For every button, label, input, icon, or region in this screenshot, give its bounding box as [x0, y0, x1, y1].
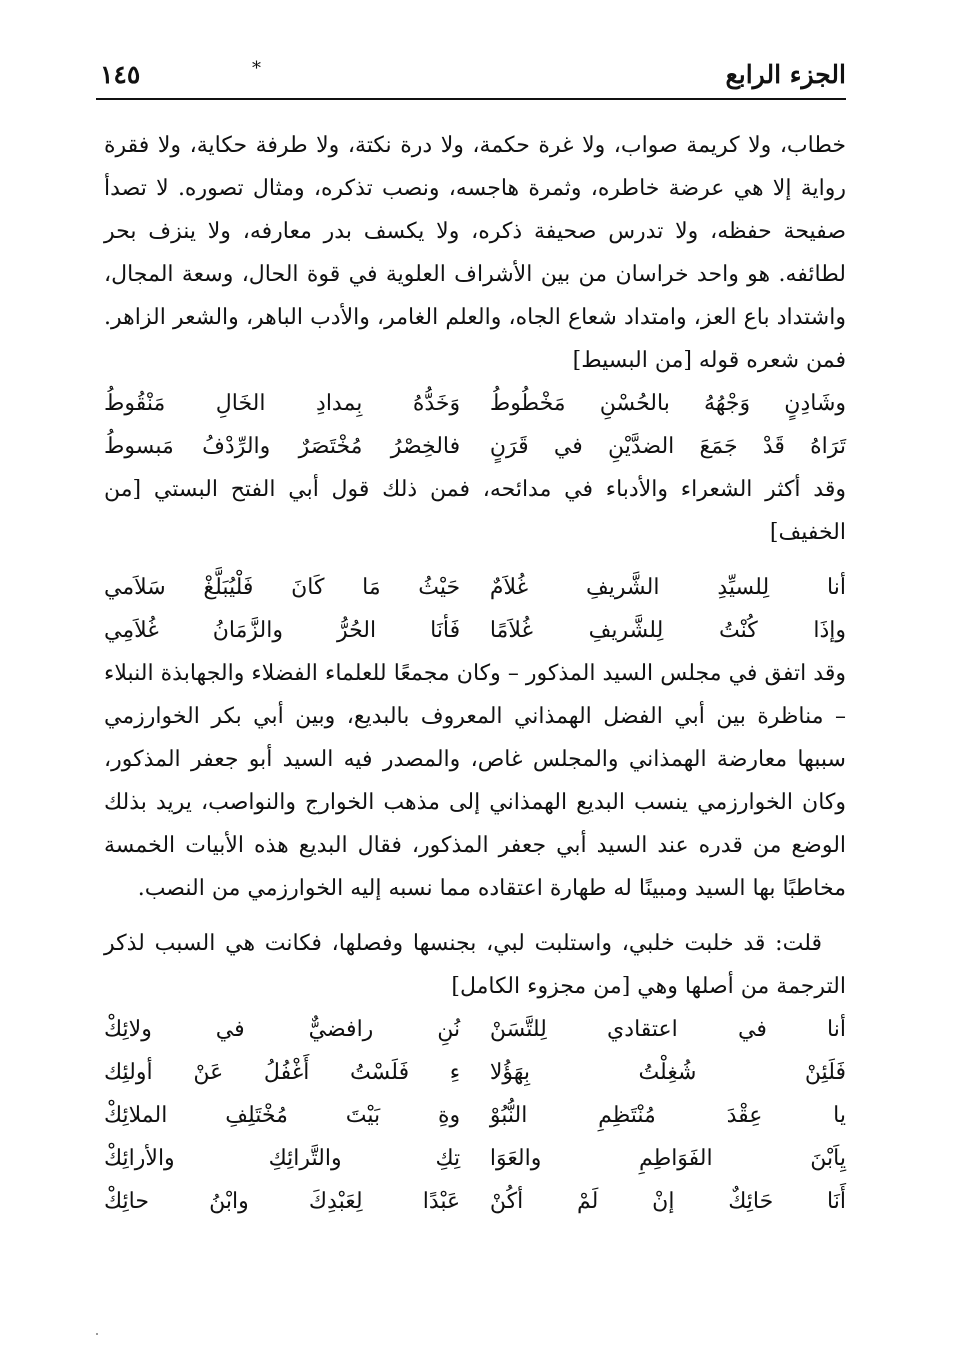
verse-right-hemistich: وإذَا كُنْتُ لِلشَّريفِ غُلاَمًا — [489, 618, 846, 643]
spacer — [104, 910, 846, 922]
verse-left-hemistich: ءِ فَلَسْتُ أَغْفُلُ عَنْ أولئِك — [104, 1060, 461, 1085]
text-line: وقد أكثر الشعراء والأدباء في مدائحه، فمن ذلك قول أبي الفتح البستي [من — [104, 477, 846, 502]
verse-left-hemistich: حَيْثُ مَا كَانَ فَلْيُبَلَّغْ سَلاَمي — [104, 575, 461, 600]
text-line: لذكر الترجمة من أصلها وهي [من مجزوء الكامل] — [104, 931, 846, 999]
verse-right-hemistich: أنا لِلسيِّدِ الشَّريفِ غُلاَمٌ — [489, 575, 846, 600]
verse — [104, 382, 846, 425]
text-line: النصب. — [137, 876, 205, 901]
verse — [104, 1008, 846, 1051]
scan-speck — [96, 1333, 98, 1335]
page-header — [96, 54, 846, 100]
verse-right-hemistich: يِاَبْنَ الفَوَاطِمِ والعَوَا — [489, 1146, 846, 1171]
text-line: فقرة رواية إلا هي عرضة خاطره، وثمرة هاجسه، ونصب تذكره، ومثال تصوره. لا — [104, 133, 846, 201]
verse-left-hemistich: فالخِصْرُ مُخْتَصَرٌ والرِّدْفُ مَبسوطُ — [104, 434, 461, 459]
paragraph-3 — [104, 652, 846, 910]
header-ornament: * — [252, 58, 261, 79]
verse — [104, 1051, 846, 1094]
verse — [104, 425, 846, 468]
text-line: يريد بذلك الوضع من قدره عند السيد أبي جعفر المذكور، فقال البديع هذه الأبيات — [104, 790, 847, 858]
verse-right-hemistich: فَلَئِنْ شُغِلْتُ بِهَؤُلا — [489, 1060, 846, 1085]
text-line: تصدأ صفيحة حفظه، ولا تدرس صحيفة ذكره، ولا يكسف بدر معارفه، ولا ينزف — [104, 176, 846, 244]
text-line: الخمسة مخاطبًا بها السيد ومبينًا له طهارة اعتقاده مما نسبه إليه الخوارزمي من — [104, 833, 846, 901]
text-line: وقد اتفق في مجلس السيد المذكور – وكان مجمعًا للعلماء الفضلاء والجهابذة — [160, 661, 846, 686]
verse-right-hemistich: يا عِقْدَ مُنْتَظِمِ النُّبُوْ — [489, 1103, 846, 1128]
header-rule — [96, 98, 846, 100]
verse-left-hemistich: عَبْدًا لِعَبْدِكَ وابْنُ حائِكْ — [104, 1189, 461, 1214]
page-number: ١٤٥ — [100, 60, 141, 89]
verse — [104, 609, 846, 652]
verse-left-hemistich: وةِ بَيْتَ مُخْتَلِفِ الملائِكْ — [104, 1103, 461, 1128]
text-line: خطاب، ولا كريمة صواب، ولا غرة حكمة، ولا درة نكتة، ولا طرفة حكاية، ولا — [157, 133, 846, 158]
verse-left-hemistich: نُنِ رافضيٌّ في ولائِكْ — [104, 1017, 461, 1042]
verse — [104, 566, 846, 609]
verse-right-hemistich: أَنَا حَائِكٌ إنْ لَمْ أكُنْ — [489, 1189, 846, 1214]
verse-right-hemistich: أنا في اعتقادي لِلتَّسَنْ — [489, 1017, 846, 1042]
verse-right-hemistich: وشَادِنٍ وَجْهُهُ بالحُسْنِ مَخْطُوطُ — [489, 391, 846, 416]
verse — [104, 1094, 846, 1137]
verse-left-hemistich: تِكِ والتَّرائِكِ والأرائِكْ — [104, 1146, 461, 1171]
text-line: النبلاء – مناظرة بين أبي الفضل الهمذاني المعروف بالبديع، وبين أبي بكر — [104, 661, 846, 729]
poem-1 — [104, 382, 846, 468]
spacer — [104, 554, 846, 566]
text-line: الخوارزمي سببها معارضة الهمذاني والمجلس غاص، والمصدر فيه السيد أبو جعفر — [104, 704, 846, 772]
verse — [104, 1137, 846, 1180]
poem-3 — [104, 1008, 846, 1223]
text-line: بحر لطائفه. هو واحد خراسان من بين الأشراف العلوية في قوة الحال، وسعة — [104, 219, 846, 287]
text-line: المذكور، وكان الخوارزمي ينسب البديع الهمذاني إلى مذهب الخوارج والنواصب، — [104, 747, 846, 815]
page-body — [104, 124, 846, 1223]
verse-left-hemistich: فَأنَا الحُرُّ والزَّمَانُ غُلاَمِي — [104, 618, 461, 643]
poem-2 — [104, 566, 846, 652]
paragraph-2 — [104, 468, 846, 554]
text-line: قلت: قد خلبت خلبي، واستلبت لبي، بجنسها وفصلها، فكانت هي السبب — [154, 931, 822, 956]
verse-left-hemistich: وَخَدُّهُ بِمدادِ الخَالِ مَنْقُوطُ — [104, 391, 461, 416]
running-title: الجزء الرابع — [725, 60, 846, 89]
paragraph-1 — [104, 124, 846, 382]
text-line: والشعر الزاهر. فمن شعره قوله [من البسيط] — [104, 305, 846, 373]
text-line: المجال، واشتداد باع العز، وامتداد شعاع الجاه، والعلم الغامر، والأدب الباهر، — [104, 262, 846, 330]
paragraph-4 — [104, 922, 846, 1008]
text-line: الخفيف] — [769, 520, 846, 545]
verse-right-hemistich: تَرَاهُ قَدْ جَمَعَ الضدَّيْنِ في قَرَنٍ — [489, 434, 846, 459]
verse — [104, 1180, 846, 1223]
